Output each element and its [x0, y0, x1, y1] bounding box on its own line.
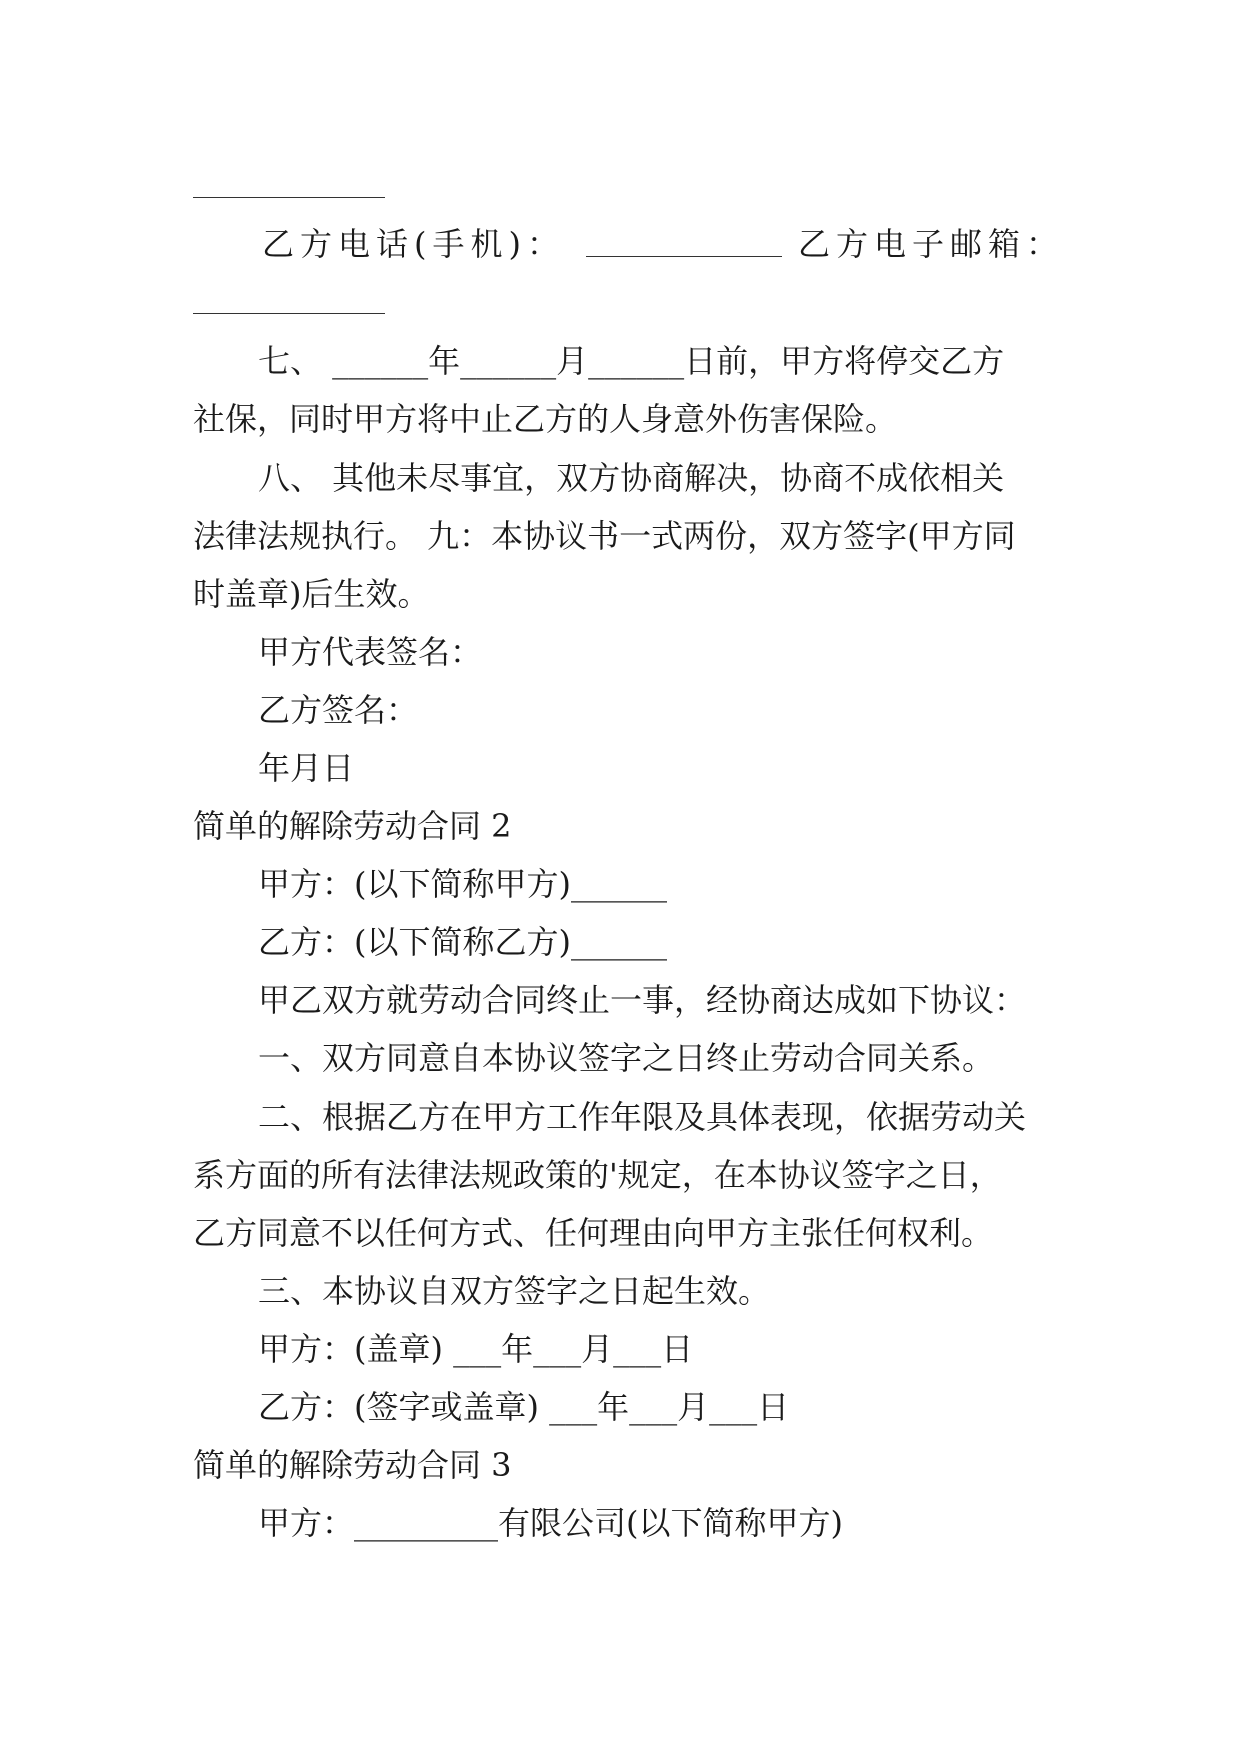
blank-line	[586, 256, 782, 257]
blank-line	[193, 313, 385, 314]
item-two: 二、根据乙方在甲方工作年限及具体表现，依据劳动关	[258, 1098, 1027, 1136]
item-two-cont-1: 系方面的所有法律法规政策的'规定，在本协议签字之日，	[193, 1156, 1002, 1194]
clause-nine-cont: 时盖章)后生效。	[193, 575, 430, 613]
party-a-line: 甲方：(以下简称甲方)______	[258, 865, 667, 903]
party-b-signature: 乙方签名：	[258, 691, 419, 729]
party-b-line: 乙方：(以下简称乙方)______	[258, 923, 667, 961]
party-b-phone-label: 乙方电话(手机)：	[262, 225, 565, 263]
clause-seven: 七、 ______年______月______日前，甲方将停交乙方	[258, 342, 1005, 380]
party-a-seal-date: 甲方：(盖章) ___年___月___日	[258, 1330, 694, 1368]
date-line: 年月日	[258, 749, 355, 787]
section-title-2: 简单的解除劳动合同 2	[193, 807, 512, 845]
clause-eight-cont: 法律法规执行。 九：本协议书一式两份，双方签字(甲方同	[193, 517, 1016, 555]
blank-line	[193, 197, 385, 198]
party-a-company-line: 甲方：_________有限公司(以下简称甲方)	[258, 1504, 843, 1542]
party-a-rep-signature: 甲方代表签名：	[258, 633, 483, 671]
item-three: 三、本协议自双方签字之日起生效。	[258, 1272, 771, 1310]
party-b-email-label: 乙方电子邮箱：	[798, 225, 1065, 263]
clause-eight: 八、 其他未尽事宜，双方协商解决，协商不成依相关	[258, 459, 1005, 497]
agreement-intro: 甲乙双方就劳动合同终止一事，经协商达成如下协议：	[258, 981, 1027, 1019]
section-title-3: 简单的解除劳动合同 3	[193, 1446, 512, 1484]
party-b-seal-date: 乙方：(签字或盖章) ___年___月___日	[258, 1388, 790, 1426]
clause-seven-cont: 社保，同时甲方将中止乙方的人身意外伤害保险。	[193, 400, 898, 438]
item-two-cont-2: 乙方同意不以任何方式、任何理由向甲方主张任何权利。	[193, 1214, 994, 1252]
item-one: 一、双方同意自本协议签字之日终止劳动合同关系。	[258, 1039, 995, 1077]
